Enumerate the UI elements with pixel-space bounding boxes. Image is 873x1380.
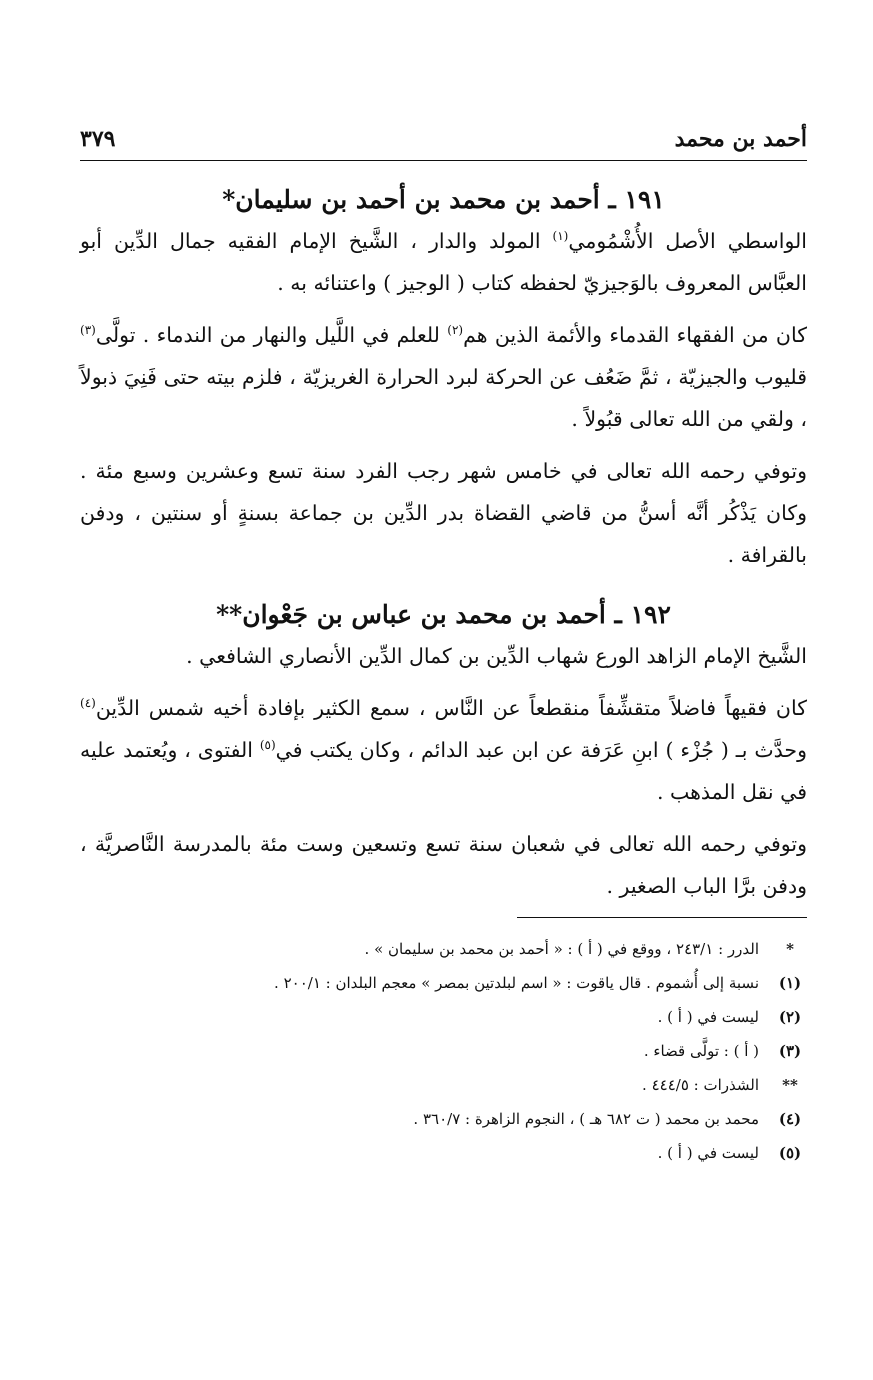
footnote-ref-3: (٣) [80,323,96,338]
footnote-item [80,1068,807,1102]
entry-191-paragraph-2 [80,314,807,440]
footnote-text: محمد بن محمد ( ت ٦٨٢ هـ ) ، النجوم الزاهرة : ٣٦٠/٧ . [413,1110,759,1128]
entry-192-paragraph-1 [80,635,807,677]
footnote-mark: * [786,940,794,958]
paragraph-text: المولد والدار ، الشَّيخ الإمام الفقيه جمال الدِّين أبو العبَّاس المعروف بالوَجيزيّ لحفظه كتاب ( الوجيز ) واعتنائه به . [80,229,807,295]
entry-191-paragraph-1 [80,220,807,304]
page-number: ٣٧٩ [80,126,116,152]
running-head [80,120,807,161]
paragraph-text: قليوب والجيزيّة ، ثمَّ ضَعُف عن الحركة لبرد الحرارة الغريزيّة ، فلزم بيته حتى فَنِيَ ذبولاً ، ولقي من الله تعالى قبُولاً . [80,365,807,431]
footnote-text: الدرر : ٢٤٣/١ ، ووقع في ( أ ) : « أحمد بن محمد بن سليمان » . [364,940,759,958]
footnote-mark: (١) [778,974,802,992]
footnote-ref-4: (٤) [80,696,96,711]
paragraph-text: كان من الفقهاء القدماء والأئمة الذين هم [463,323,807,347]
footnote-mark: (٣) [778,1042,802,1060]
footnotes [80,932,807,1170]
paragraph-text: الواسطي الأصل الأُشْمُومي [568,229,808,253]
paragraph-text: الفتوى ، ويُعتمد عليه في نقل المذهب . [80,738,807,804]
entry-191-paragraph-3 [80,450,807,576]
footnote-item [80,932,807,966]
entry-192-paragraph-2 [80,687,807,813]
paragraph-text: وحدَّث بـ ( جُزْء ) ابنِ عَرَفة عن ابن عبد الدائم ، وكان يكتب في [275,738,807,762]
footnote-text: ليست في ( أ ) . [657,1008,759,1026]
footnote-mark: ** [782,1076,798,1094]
entry-192-paragraph-3 [80,823,807,907]
paragraph-text: كان فقيهاً فاضلاً متقشِّفاً منقطعاً عن النَّاس ، سمع الكثير بإفادة أخيه شمس الدِّين [95,696,807,720]
footnote-item [80,1102,807,1136]
footnote-mark: (٤) [778,1110,802,1128]
footnote-text: الشذرات : ٤٤٤/٥ . [642,1076,759,1094]
footnote-item [80,966,807,1000]
footnote-ref-1: (١) [552,229,569,244]
book-page [80,120,807,1170]
paragraph-text: للعلم في اللَّيل والنهار من الندماء . تولَّى [95,323,448,347]
footnote-ref-5: (٥) [259,738,276,753]
paragraph-text: وتوفي رحمه الله تعالى في خامس شهر رجب الفرد سنة تسع وعشرين وسبع مئة . وكان يَذْكُر أنَّه أسنُّ من قاضي القضاة بدر الدِّين بن جماعة بسنةٍ أو سنتين ، ودفن بالقرافة . [80,459,807,567]
paragraph-text: وتوفي رحمه الله تعالى في شعبان سنة تسع وتسعين وست مئة بالمدرسة النَّاصريَّة ، ودفن برَّا الباب الصغير . [80,832,807,898]
footnote-text: ليست في ( أ ) . [657,1144,759,1162]
footnote-item [80,1034,807,1068]
footnote-text: نسبة إلى أُشموم . قال ياقوت : « اسم لبلدتين بمصر » معجم البلدان : ٢٠٠/١ . [274,974,759,992]
entry-192-title: ١٩٢ ـ أحمد بن محمد بن عباس بن جَعْوان** [216,600,671,629]
footnote-item [80,1136,807,1170]
footnote-ref-2: (٢) [447,323,464,338]
footnote-divider [517,917,807,918]
entry-191-title: ١٩١ ـ أحمد بن محمد بن أحمد بن سليمان* [222,185,665,214]
footnote-mark: (٥) [778,1144,802,1162]
footnote-mark: (٢) [778,1008,802,1026]
footnote-text: ( أ ) : تولَّى قضاء . [643,1042,759,1060]
paragraph-text: الشَّيخ الإمام الزاهد الورع شهاب الدِّين بن كمال الدِّين الأنصاري الشافعي . [186,644,807,668]
footnote-item [80,1000,807,1034]
running-title: أحمد بن محمد [674,126,807,152]
